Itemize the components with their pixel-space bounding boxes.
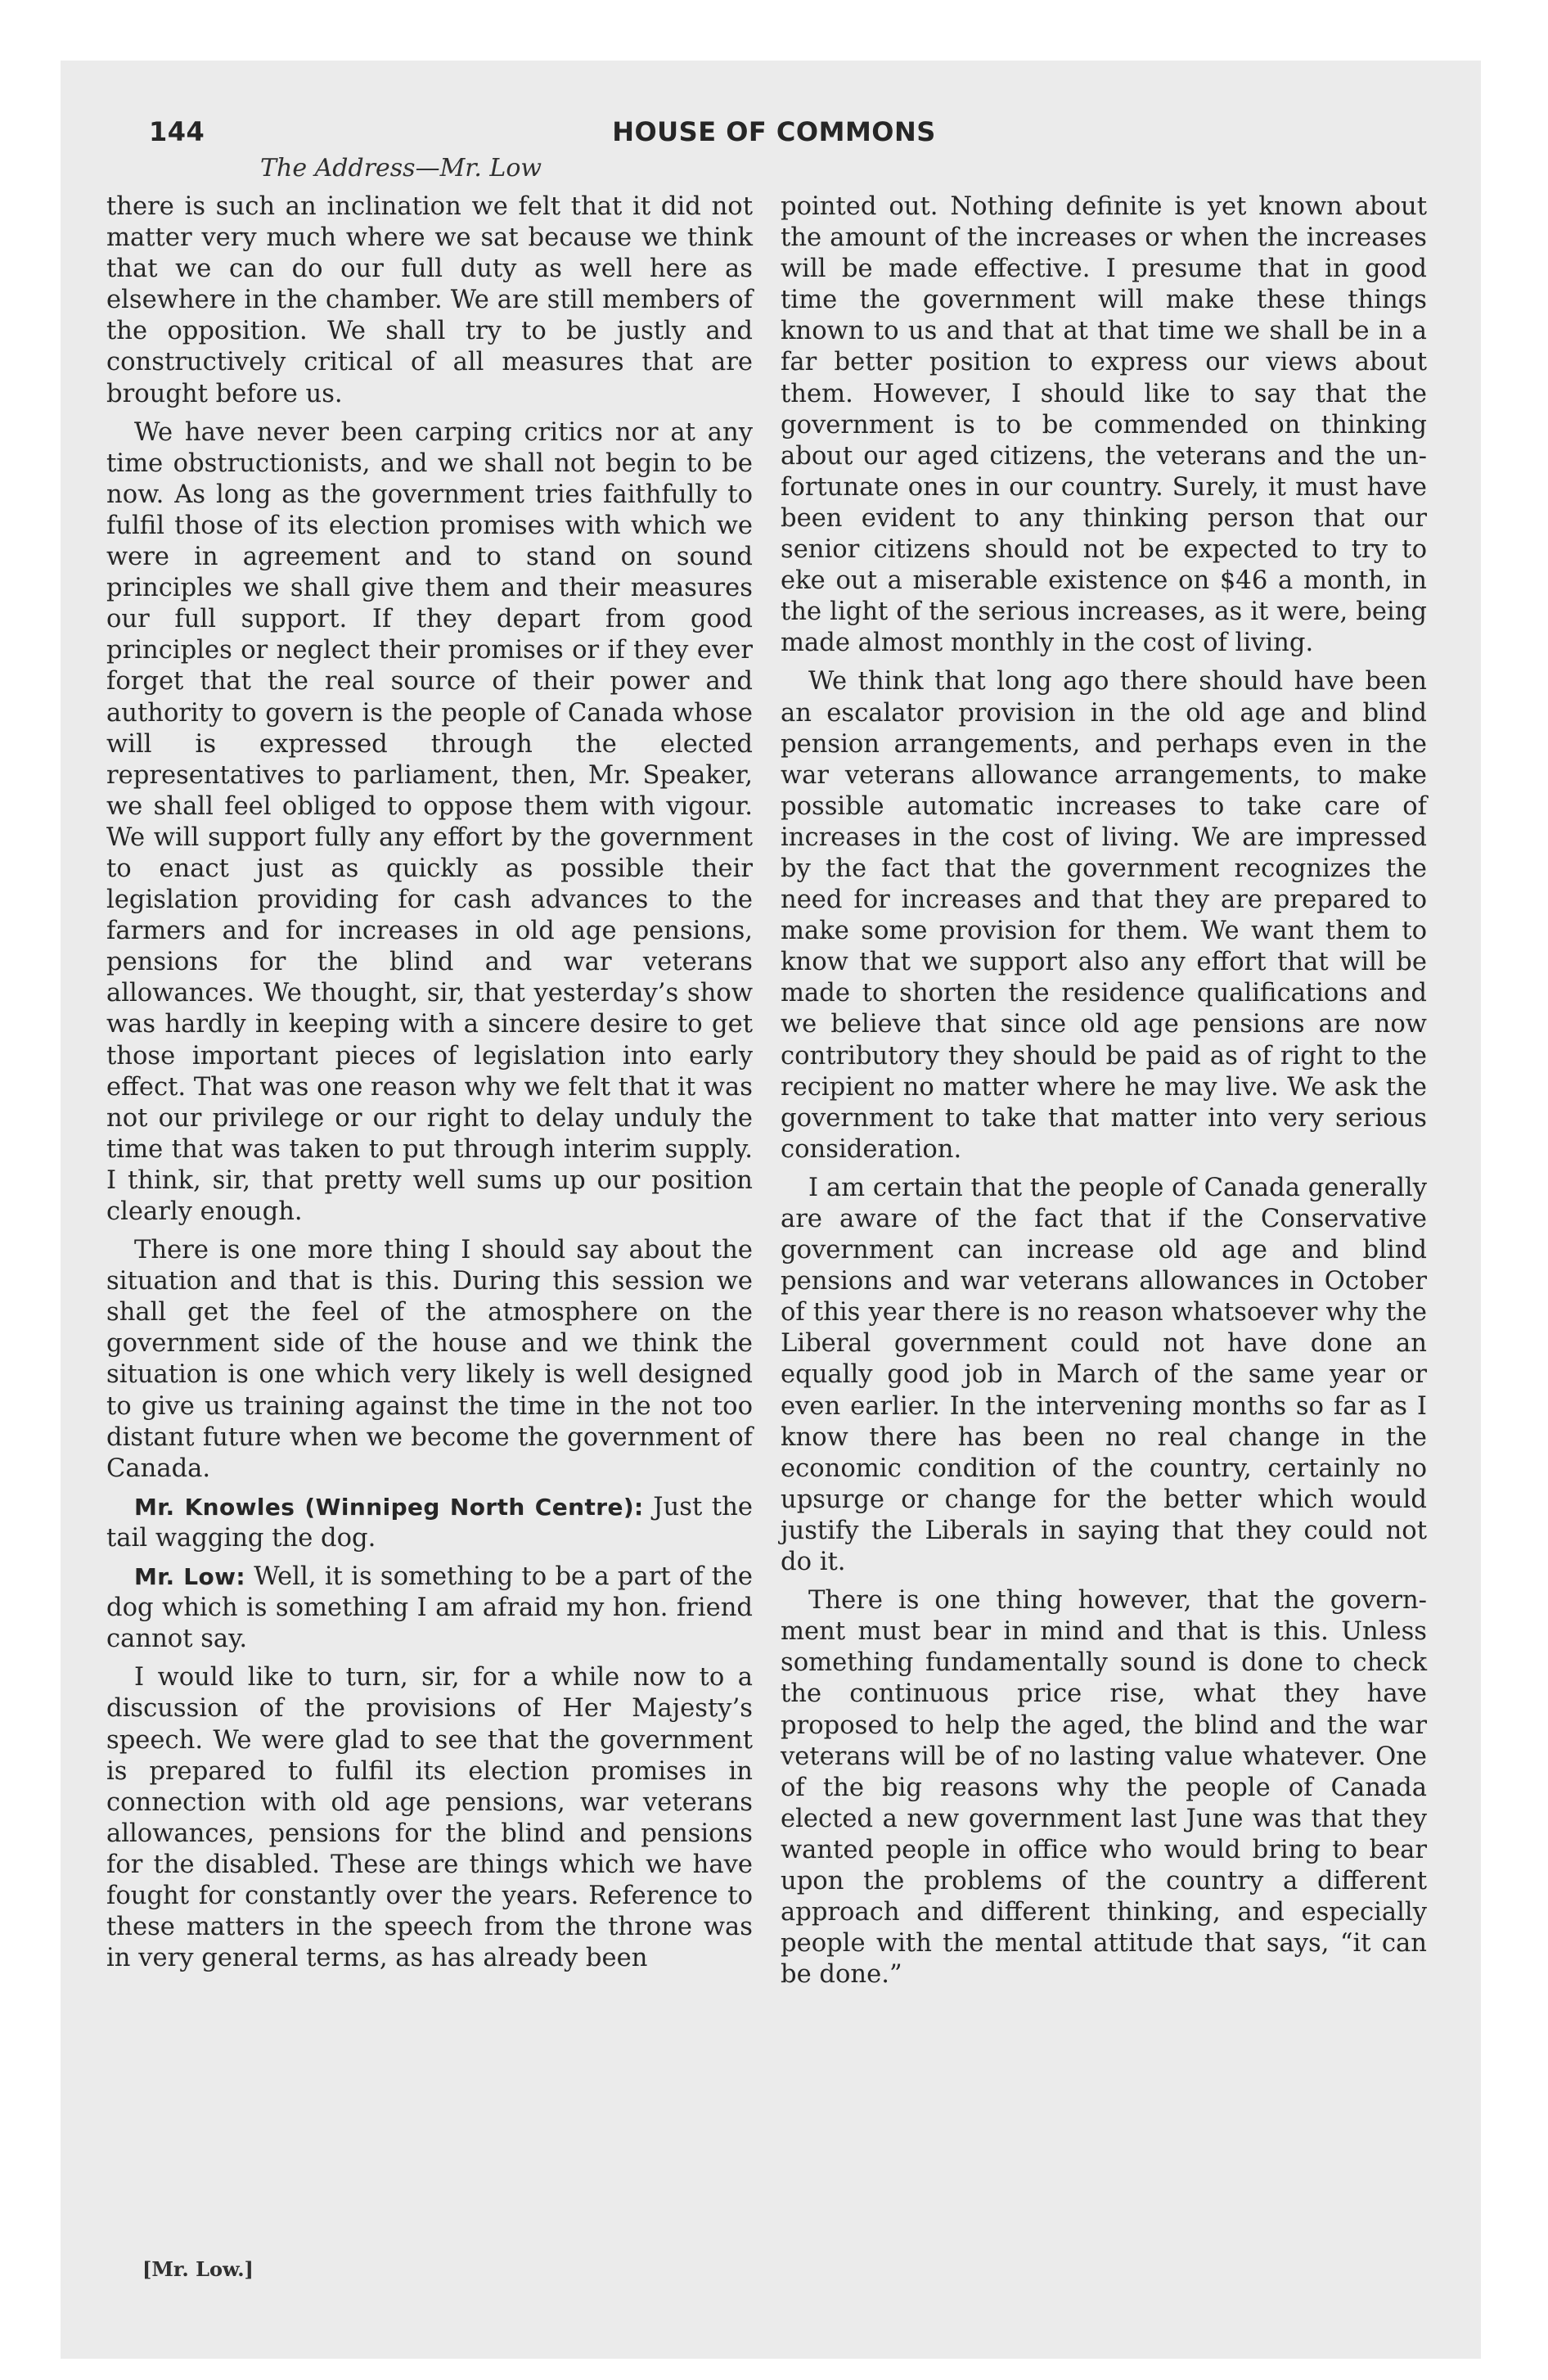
paragraph: There is one more thing I should say about the situation and that is this. During this session we shall get the feel of the atmosphere on the government side of the house and we think the situation is one which very likely is well designed to give us training against the time in the not too distant future when we become the government of Canada. bbox=[106, 1236, 753, 1483]
page-header bbox=[98, 116, 1450, 156]
paragraph: We have never been carping critics nor at any time obstructionists, and we shall not begin to be now. As long as the government tries faithfully to fulfil those of its election promises with which we were in agreement and to stand on sound principles we shall give them and their measures our full support. If they depart from good principles or neglect their promises or if they ever forget that the real source of their power and authority to govern is the people of Canada whose will is expressed through the elected representatives to parliament, then, Mr. Speaker, we shall feel obliged to oppose them with vigour. We will support fully any effort by the government to enact just as quickly as possible their legislation providing for cash advances to the farmers and for increases in old age pensions, pensions for the blind and war veterans allowances. We thought, sir, that yesterday’s show was hardly in keeping with a sincere desire to get those important pieces of legislation into early effect. That was one reason why we felt that it was not our privilege or our right to delay unduly the time that was taken to put through interim supply. I think, sir, that pretty well sums up our position clearly enough. bbox=[106, 417, 753, 1226]
paragraph: We think that long ago there should have been an escalator provision in the old age and blind pension arrangements, and perhaps even in the war veterans allowance arrangements, to make possible automatic increases to take care of increases in the cost of living. We are impressed by the fact that the government recognizes the need for increases and that they are prepared to make some provision for them. We want them to know that we support also any effort that will be made to shorten the residence qualifications and we believe that since old age pensions are now contributory they should be paid as of right to the recipient no matter where he may live. We ask the government to take that matter into very serious consideration. bbox=[781, 667, 1427, 1164]
paragraph: There is one thing however, that the government must bear in mind and that is this. Unless something fundamentally sound is done to check the continuous price rise, what they have proposed to help the aged, the blind and the war veterans will be of no lasting value whatever. One of the big reasons why the people of Canada elected a new government last June was that they wanted people in office who would bring to bear upon the problems of the country a different approach and different thinking, and especially people with the mental attitude that says, “it can be done.” bbox=[781, 1586, 1427, 1990]
page-number: 144 bbox=[149, 116, 205, 147]
hansard-page bbox=[98, 116, 1450, 2281]
speaker-name: Mr. Knowles (Winnipeg North Centre): bbox=[134, 1493, 644, 1521]
section-subhead: The Address—Mr. Low bbox=[260, 154, 542, 183]
interjection bbox=[106, 1492, 753, 1554]
speech-text: Well, it is something to be a part of the dog which is something I am afraid my hon. friend cannot say. bbox=[106, 1562, 753, 1654]
paragraph: pointed out. Nothing definite is yet known about the amount of the increases or when the increases will be made effective. I presume that in good time the government will make these things known to us and that at that time we shall be in a far better position to express our views about them. However, I should like to say that the government is to be commended on thinking about our aged citizens, the veterans and the unfortunate ones in our country. Surely, it must have been evident to any thinking person that our senior citizens should not be expected to try to eke out a miserable existence on $46 a month, in the light of the serious increases, as it were, being made almost monthly in the cost of living. bbox=[781, 192, 1427, 658]
speech-text: Just the tail wagging the dog. bbox=[106, 1492, 754, 1553]
speaker-footnote: [Mr. Low.] bbox=[142, 2257, 254, 2281]
speaker-name: Mr. Low: bbox=[134, 1563, 245, 1591]
reply bbox=[106, 1562, 753, 1655]
scanned-page bbox=[61, 61, 1481, 2359]
left-column bbox=[106, 192, 753, 1981]
paragraph: I am certain that the people of Canada generally are aware of the fact that if the Conservative government can increase old age and blind pensions and war veterans allowances in October of this year there is no reason whatsoever why the Liberal government could not have done an equally good job in March of the same year or even earlier. In the intervening months so far as I know there has been no real change in the economic condition of the country, certainly no upsurge or change for the better which would justify the Liberals in saying that they could not do it. bbox=[781, 1173, 1427, 1577]
paragraph: there is such an inclination we felt that it did not matter very much where we sat because we think that we can do our full duty as well here as elsewhere in the chamber. We are still members of the opposition. We shall try to be justly and constructively critical of all measures that are brought before us. bbox=[106, 192, 753, 408]
right-column bbox=[781, 192, 1427, 1998]
paragraph: I would like to turn, sir, for a while now to a discussion of the provisions of Her Majesty’s speech. We were glad to see that the government is prepared to fulfil its election promises in connection with old age pensions, war veterans allowances, pensions for the blind and pensions for the disabled. These are things which we have fought for constantly over the years. Reference to these matters in the speech from the throne was in very general terms, as has already been bbox=[106, 1663, 753, 1973]
running-head: HOUSE OF COMMONS bbox=[612, 116, 936, 147]
